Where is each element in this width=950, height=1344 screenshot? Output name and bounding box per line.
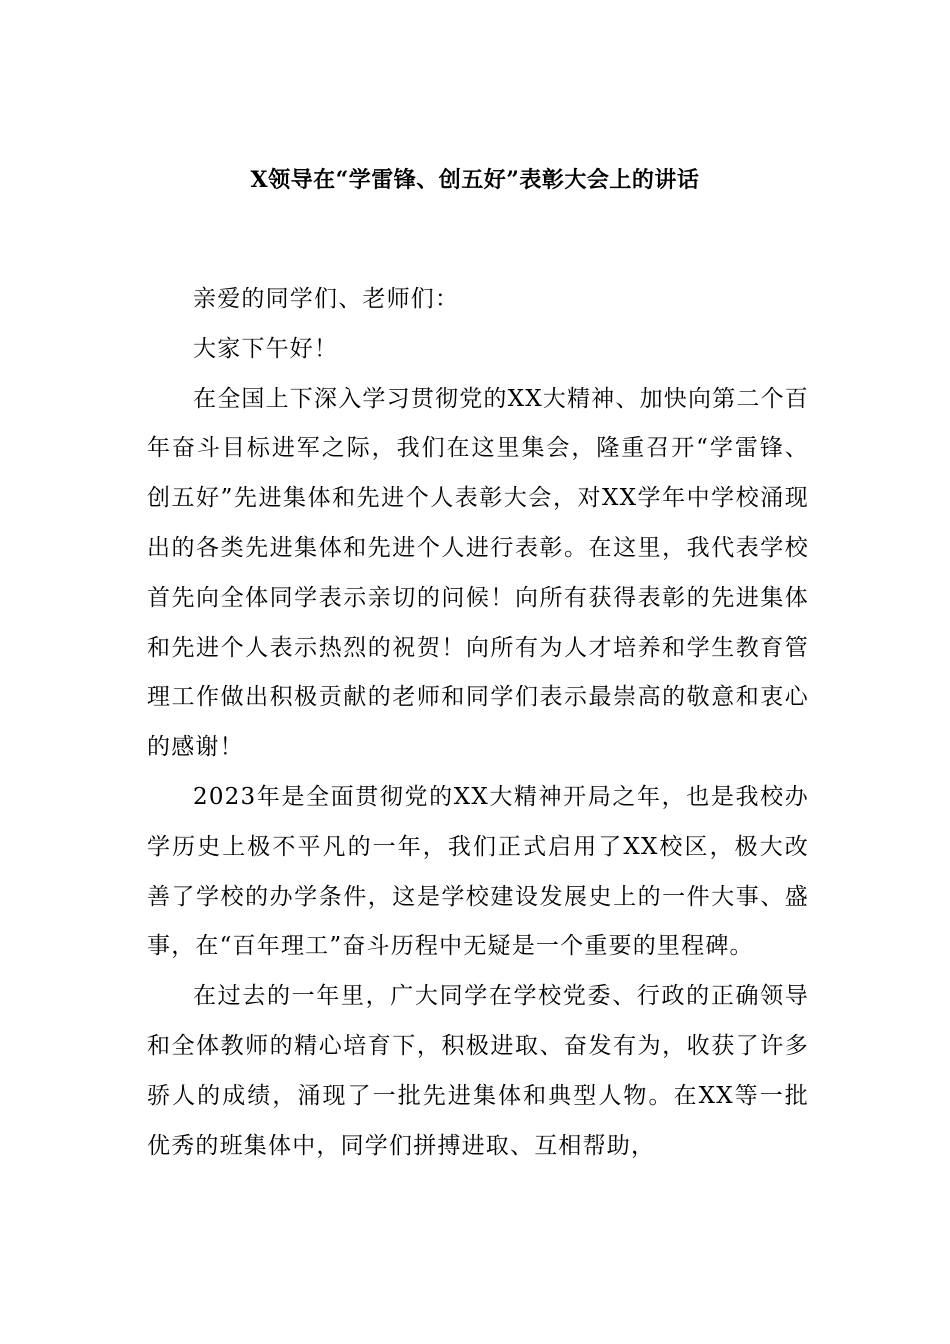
paragraph-opening: 在全国上下深入学习贯彻党的XX大精神、加快向第二个百年奋斗目标进军之际，我们在这里集会，隆重召开“学雷锋、创五好”先进集体和先进个人表彰大会，对XX学年中学校涌现出的各类先进集体和先进个人进行表彰。在这里，我代表学校首先向全体同学表示亲切的问候！向所有获得表彰的先进集体和先进个人表示热烈的祝贺！向所有为人才培养和学生教育管理工作做出积极贡献的老师和同学们表示最崇高的敬意和衷心的感谢！ [147,385,809,761]
paragraph-salutation: 亲爱的同学们、老师们： [193,286,460,312]
paragraph-greeting: 大家下午好！ [193,335,339,362]
document-title: X领导在“学雷锋、创五好”表彰大会上的讲话 [250,167,700,193]
paragraph-achievements: 在过去的一年里，广大同学在学校党委、行政的正确领导和全体教师的精心培育下，积极进取、奋发有为，收获了许多骄人的成绩，涌现了一批先进集体和典型人物。在XX等一批优秀的班集体中，同学们拼搏进取、互相帮助， [147,983,809,1159]
paragraph-2023-review: 2023年是全面贯彻党的XX大精神开局之年，也是我校办学历史上极不平凡的一年，我们正式启用了XX校区，极大改善了学校的办学条件，这是学校建设发展史上的一件大事、盛事，在“百年理工”奋斗历程中无疑是一个重要的里程碑。 [147,783,809,960]
document-body [147,275,809,1171]
